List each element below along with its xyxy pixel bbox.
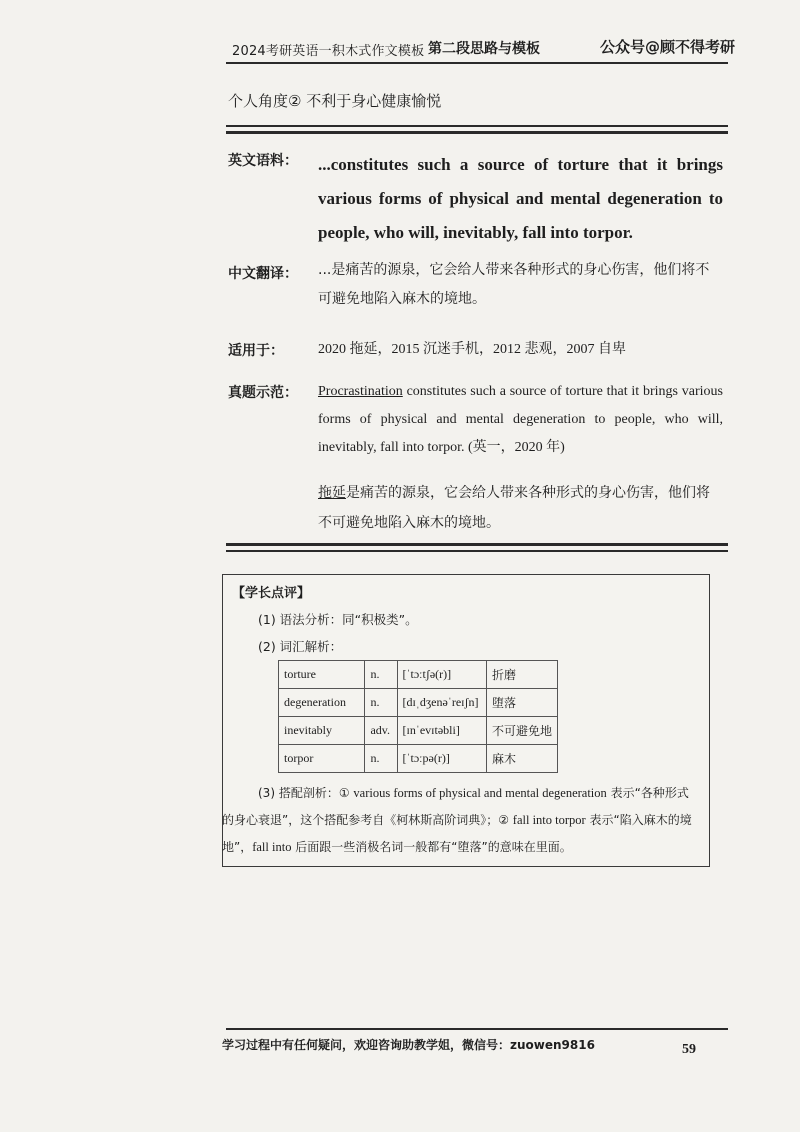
colloc-explain-3: 后面跟一些消极名词一般都有“堕落”的意味在里面。 [291, 840, 572, 854]
example-chinese-rest: 是痛苦的源泉，它会给人带来各种形式的身心伤害，他们将不可避免地陷入麻木的境地。 [318, 485, 710, 531]
footer-contact: 学习过程中有任何疑问，欢迎咨询助教学姐，微信号：zuowen9816 [222, 1038, 595, 1052]
vocab-pos: adv. [365, 717, 397, 745]
vocab-ipa: [dɪˌdʒenəˈreɪʃn] [397, 689, 486, 717]
review-grammar: (1) 语法分析：同“积极类”。 [258, 612, 418, 627]
table-row [279, 717, 558, 745]
page-number: 59 [682, 1042, 696, 1057]
table-row [279, 689, 558, 717]
section-rule-bottom [226, 550, 728, 552]
section-title: 个人角度② 不利于身心健康愉悦 [228, 92, 442, 110]
example-underlined-word: Procrastination [318, 384, 403, 399]
section-rule-thick [226, 131, 728, 134]
vocab-ipa: [ɪnˈevɪtəbli] [397, 717, 486, 745]
review-title: 【学长点评】 [232, 586, 311, 601]
vocab-pos: n. [365, 661, 397, 689]
vocab-word: degeneration [279, 689, 365, 717]
english-text: ...constitutes such a source of torture that it brings various forms of physical and mental degeneration to people, who will, inevitably, fall into torpor. [318, 155, 723, 242]
vocab-table [278, 660, 558, 773]
vocab-word: inevitably [279, 717, 365, 745]
vocab-ipa: [ˈtɔːpə(r)] [397, 745, 486, 773]
colloc-prefix: (3) 搭配剖析：① [258, 786, 354, 800]
colloc-phrase-3: fall into [252, 840, 292, 854]
vocab-meaning: 麻木 [486, 745, 557, 773]
example-english-rest: constitutes such a source of torture that it brings various forms of physical and mental degeneration to people, who will, inevitably, fall into torpor. (英一，2020 年) [318, 384, 723, 455]
colloc-explain-1: 表示“各种形式的身心衰退”，这个搭配参考自《柯林斯高阶词典》；② [222, 786, 689, 827]
header-book-title: 2024考研英语一积木式作文模板 [232, 44, 425, 59]
review-vocab-heading: (2) 词汇解析： [258, 639, 343, 654]
label-english: 英文语料： [228, 153, 298, 169]
label-example: 真题示范： [228, 385, 298, 401]
footer-rule [226, 1028, 728, 1030]
colloc-phrase-2: fall into torpor [512, 813, 586, 827]
label-applies: 适用于： [228, 343, 284, 359]
vocab-ipa: [ˈtɔːtʃə(r)] [397, 661, 486, 689]
vocab-pos: n. [365, 689, 397, 717]
table-row [279, 745, 558, 773]
vocab-meaning: 不可避免地 [486, 717, 557, 745]
header-rule [226, 62, 728, 64]
chinese-text: ...是痛苦的源泉，它会给人带来各种形式的身心伤害，他们将不可避免地陷入麻木的境地。 [318, 262, 710, 307]
example-chinese-underlined: 拖延 [318, 485, 346, 501]
vocab-meaning: 堕落 [486, 689, 557, 717]
label-chinese: 中文翻译： [228, 266, 298, 282]
colloc-phrase-1: various forms of physical and mental degeneration [353, 786, 607, 800]
vocab-pos: n. [365, 745, 397, 773]
section-rule-bottom-thick [226, 543, 728, 546]
example-english [318, 378, 723, 462]
applies-text: 2020 拖延，2015 沉迷手机，2012 悲观，2007 自卑 [318, 342, 626, 357]
review-collocation [222, 780, 700, 861]
vocab-word: torpor [279, 745, 365, 773]
header-chapter-title: 第二段思路与模板 [428, 41, 540, 57]
vocab-meaning: 折磨 [486, 661, 557, 689]
colloc-explain-2: 表示“陷入麻木的境地”， [222, 813, 692, 854]
section-rule-top [226, 125, 728, 127]
header-account: 公众号@顾不得考研 [600, 38, 736, 56]
example-chinese [318, 478, 723, 538]
table-row [279, 661, 558, 689]
vocab-word: torture [279, 661, 365, 689]
